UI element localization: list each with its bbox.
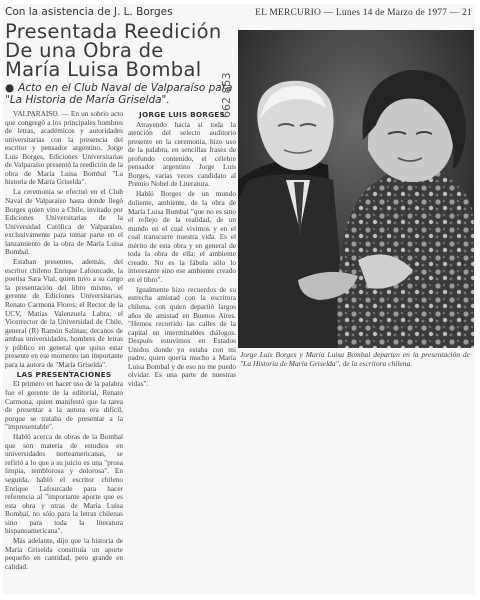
- article-column-2: [128, 110, 236, 388]
- paragraph: El primero en hacer uso de la palabra fue el gerente de la editorial, Renato Carmona, quien manifestó que la tarea de presentar a la autora era difícil, porque se trataba de presentar a la "impresentable".: [5, 379, 123, 432]
- photo-caption: Jorge Luis Borges y María Luisa Bombal departen en la presentación de "La Historia de María Griselda", de la escritora chilena.: [240, 350, 470, 368]
- article-column-1: [5, 110, 123, 588]
- kicker: Con la asistencia de J. L. Borges: [5, 6, 173, 18]
- paragraph: La ceremonia se efectuó en el Club Naval de Valparaíso hasta donde llegó Borges quien vino a Chile, invitado por Ediciones Universitarias de la Universidad Católica de Valparaíso, exclusivamente para tomar parte en el lanzamiento de la obra de María Luisa Bombal.: [5, 187, 123, 257]
- paragraph: VALPARAISO. — En un sobrio acto que congregó a los principales hombres de letras, académicos y autoridades universitarias con la presencia del escritor y pensador argentino, Jorge Luis Borges, Ediciones Universitarias de Valparaíso presentó la reedición de la obra de María Luisa Bombal "La historia de María Griselda".: [5, 109, 123, 187]
- subheadline: [5, 82, 237, 106]
- headline-line-3: María Luisa Bombal: [5, 58, 202, 81]
- section-subhead: JORGE LUIS BORGES: [139, 110, 225, 119]
- paragraph: Más adelante, dijo que la historia de María Griselda constituía un aporte pequeño en cantidad, pero grande en calidad.: [5, 536, 123, 571]
- paragraph: Atrayendo hacia sí toda la atención del selecto auditorio presente en la ceremonia, hizo uso de la palabra, en sencillas frases de profundo contenido, el célebre pensador argentino Jorge Luis Borges, varias veces candidato al Premio Nobel de Literatura.: [128, 119, 236, 189]
- photo: [238, 30, 474, 348]
- bullet-icon: ●: [5, 82, 15, 94]
- paragraph: Habló Borges de un mundo doliente, ambiente, de la obra de María Luisa Bombal "que no es sino el reflejo de la realidad, de un mundo en el cual vivimos y en el cual transcurre nuestra vida. Es el mérito de esta obra y en general de toda la obra de ella: el ambiente creado. No es la fábula sólo lo interesante sino ese ambiente creado en el libro".: [128, 189, 236, 284]
- photo-image: [238, 30, 474, 348]
- section-subhead: LAS PRESENTACIONES: [16, 369, 112, 379]
- paragraph: Habló acerca de obras de la Bombal que son materia de estudios en universidades norteamericanas, se refirió a lo que a su juicio es una "prosa limpia, temblorosa y dolorosa". En seguida, habló el escritor chileno Enrique Lafourcade para hacer referencia al "importante aporte que es esta obra y otras de María Luisa Bombal, no sólo para la letras chilenas sino para toda la literatura hispanoamericana".: [5, 432, 123, 536]
- paragraph: Igualmente hizo recuerdos de su estrecha amistad con la escritora chilena, con quien departió largos años de amistad en Buenos Aires. "Hemos recorrido las calles de la capital en interminables diálogos. Después estuvimos en Estados Unidos donde yo estaba con mi padre, quien quería mucho a María Luisa Bombal y de eso no me puedo olvidar. Es una parte de nuestras vidas".: [128, 284, 236, 388]
- headline: [5, 22, 237, 79]
- headline-line-2: De una Obra de: [5, 39, 164, 62]
- paragraph: Estaban presentes, además, del escritor chileno Enrique Lafourcade, la poetisa Sara Vial, quien tuvo a su cargo la presentación del libro mismo, el gerente de Ediciones Universitarias, Renato Carmona Flores; el Rector de la UCV, Matías Valenzuela Labra; el Vicerrector de la Universidad de Chile, general (R) Ramón Salinas; decanos de ambas universidades, hombres de letras y público en general que quiso estar presente en ese momento tan importante para la autora de "María Griselda".: [5, 257, 123, 369]
- headline-line-1: Presentada Reedición: [5, 20, 222, 43]
- masthead-dateline: EL MERCURIO — Lunes 14 de Marzo de 1977 — 21: [255, 8, 472, 18]
- subheadline-text: Acto en el Club Naval de Valparaíso para "La Historia de María Griselda".: [5, 82, 233, 106]
